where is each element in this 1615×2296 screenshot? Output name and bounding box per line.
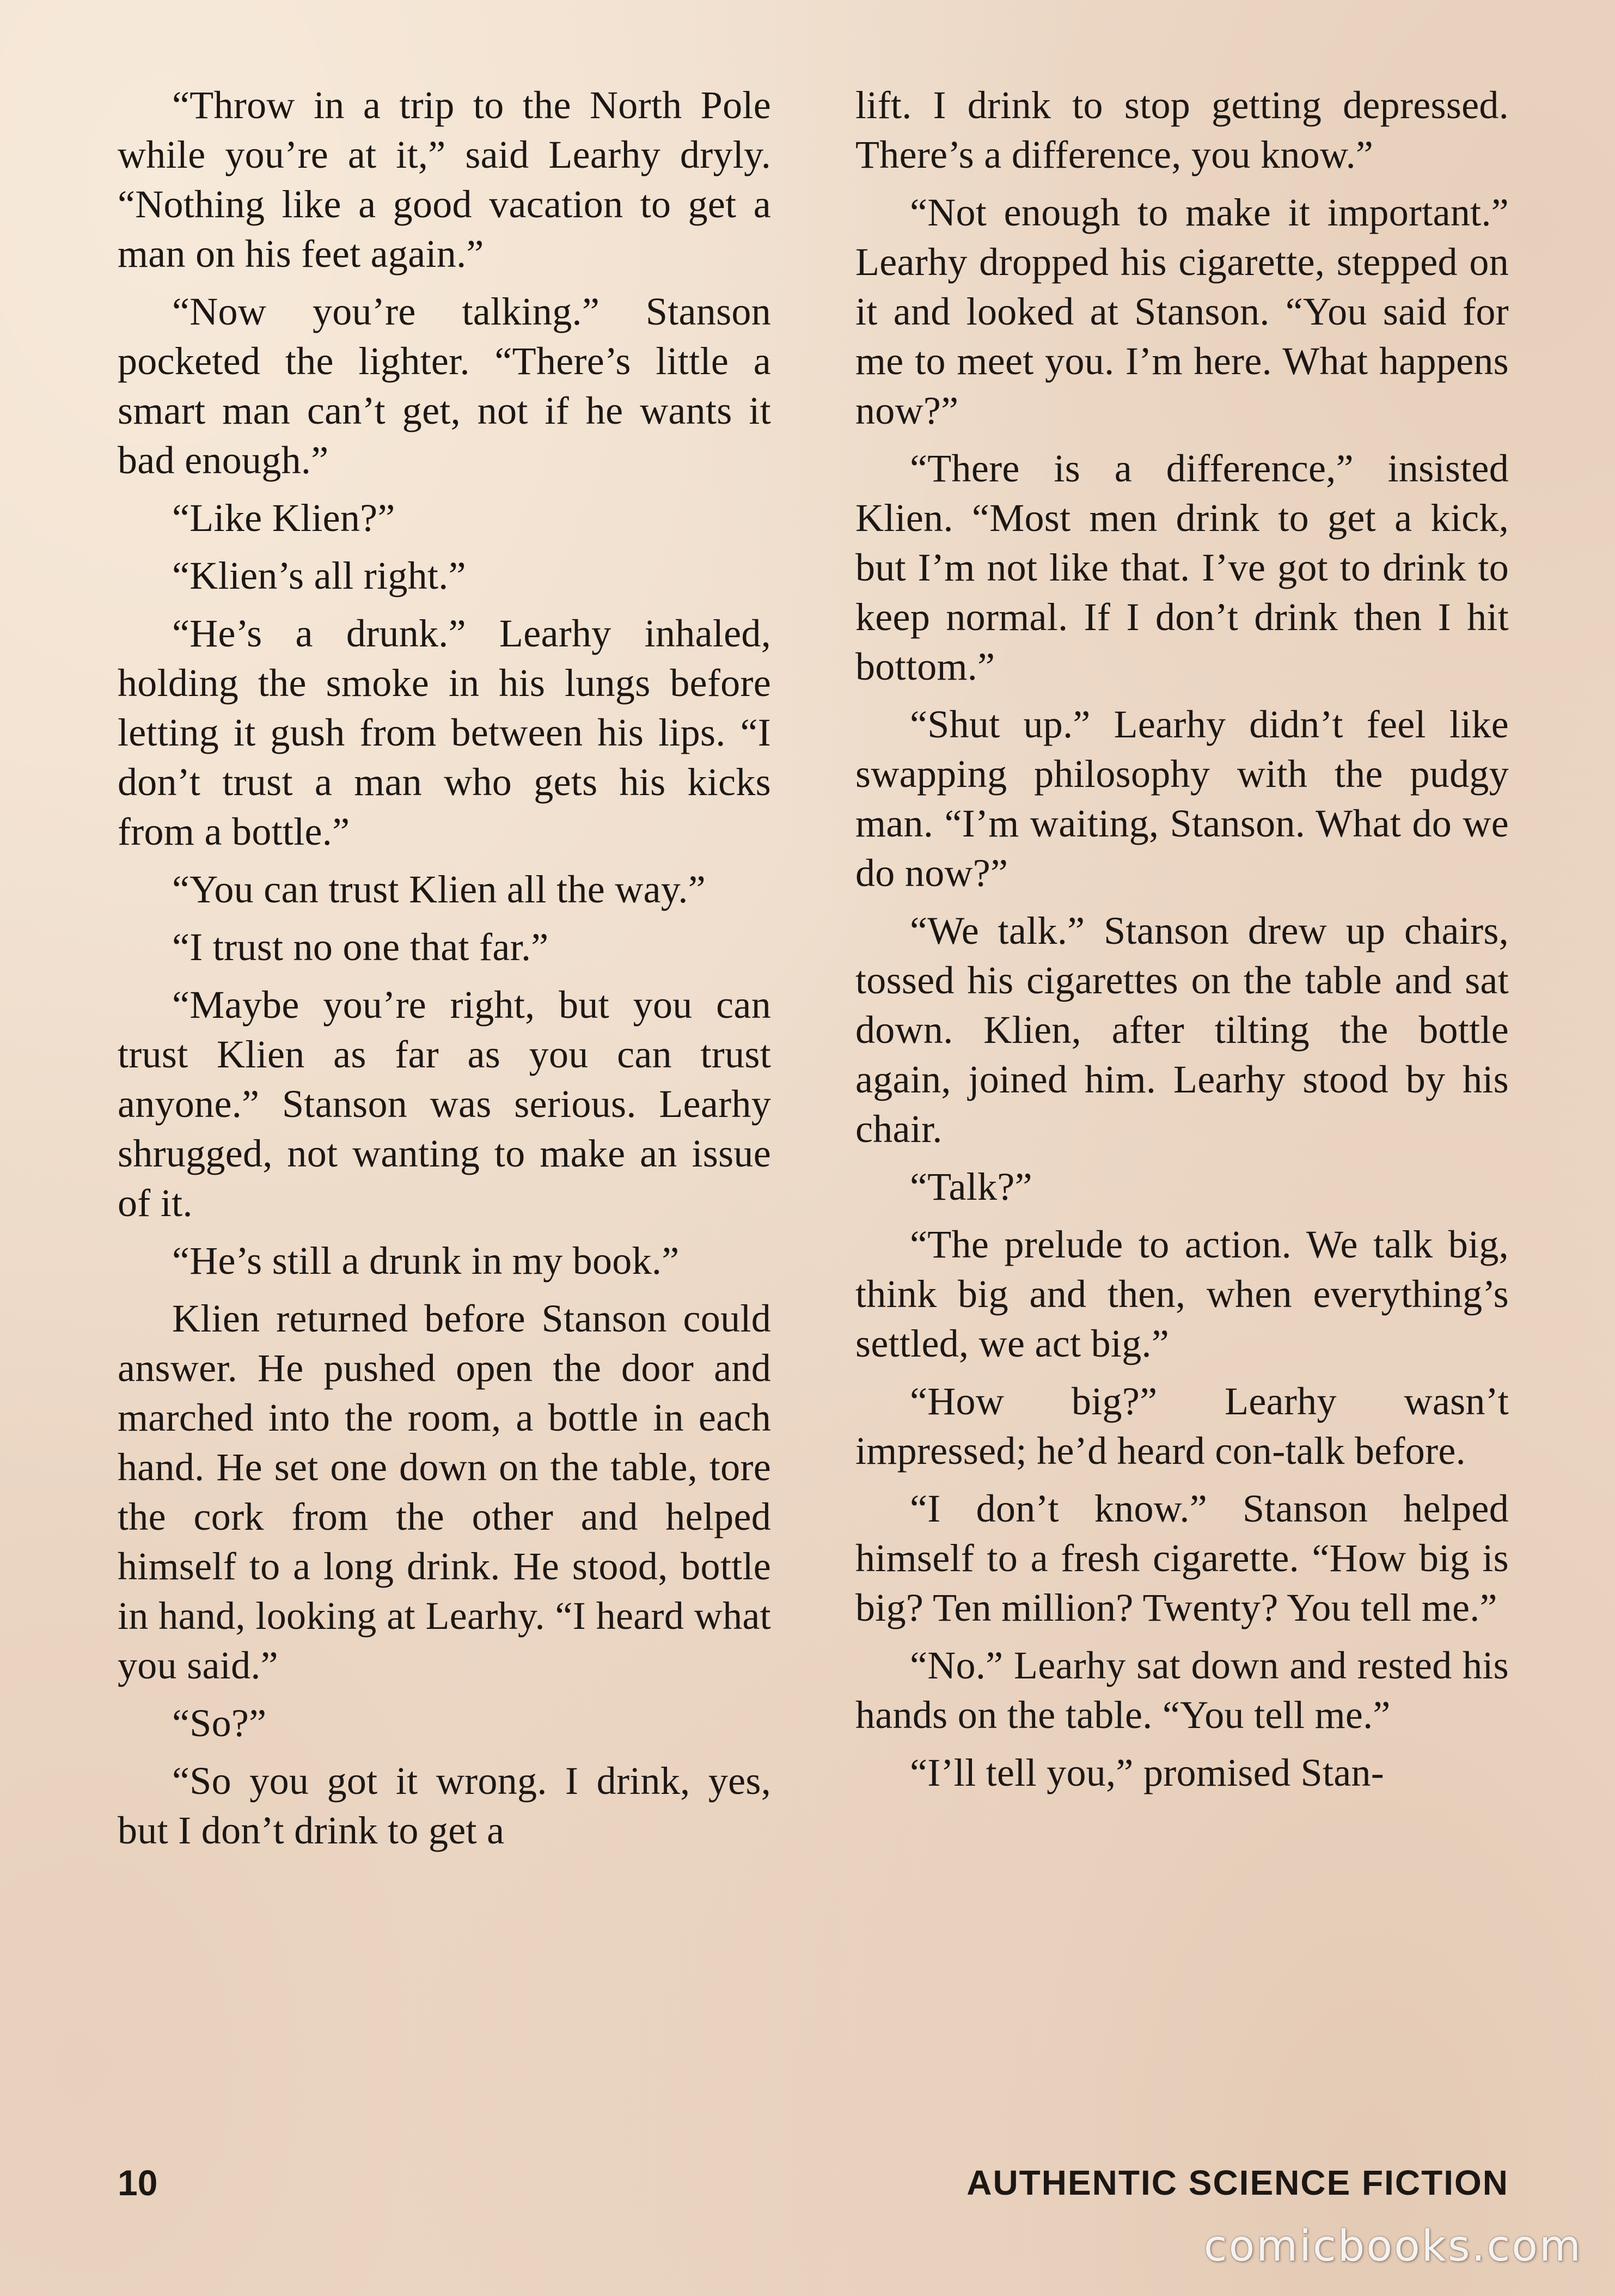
paragraph: “There is a difference,” insisted Klien. “Most men drink to get a kick, but I’m not like that. I’ve got to drink to keep normal. If I don’t drink then I hit bottom.” [855,447,1509,688]
paragraph: “We talk.” Stanson drew up chairs, tossed his cigarettes on the table and sat down. Klien, after tilting the bottle again, joined him. Learhy stood by his chair. [855,909,1509,1151]
paragraph: “You can trust Klien all the way.” [172,868,706,911]
paragraph: “Shut up.” Learhy didn’t feel like swapping philosophy with the pudgy man. “I’m waiting, Stanson. What do we do now?” [855,703,1509,895]
right-text-column [855,81,1509,1806]
paragraph: “So?” [172,1701,267,1745]
paragraph: “How big?” Learhy wasn’t impressed; he’d heard con-talk before. [855,1379,1509,1473]
paragraph: “I’ll tell you,” promised Stan- [910,1751,1385,1794]
running-title: AUTHENTIC SCIENCE FICTION [966,2163,1509,2202]
paragraph: “He’s a drunk.” Learhy inhaled, holding the smoke in his lungs before letting it gush from between his lips. “I don’t trust a man who gets his kicks from a bottle.” [118,612,771,853]
paragraph: “He’s still a drunk in my book.” [172,1239,680,1283]
left-text-column [118,81,771,1864]
page-footer [118,2161,1509,2205]
paragraph: “Now you’re talking.” Stanson pocketed the lighter. “There’s little a smart man can’t get, not if he wants it bad enough.” [118,290,771,482]
watermark: comicbooks.com [1203,2222,1582,2271]
paragraph: “Not enough to make it important.” Learhy dropped his cigarette, stepped on it and looked at Stanson. “You said for me to meet you. I’m here. What happens now?” [855,191,1509,432]
paragraph: “Throw in a trip to the North Pole while you’re at it,” said Learhy dryly. “Nothing like a good vacation to get a man on his feet again.” [118,83,771,276]
paragraph: “Klien’s all right.” [172,554,466,597]
paragraph: “So you got it wrong. I drink, yes, but I don’t drink to get a [118,1759,771,1852]
paragraph: lift. I drink to stop getting depressed. There’s a difference, you know.” [855,83,1509,176]
paragraph: “I trust no one that far.” [172,925,549,969]
paragraph: “Maybe you’re right, but you can trust Klien as far as you can trust anyone.” Stanson was serious. Learhy shrugged, not wanting to make an issue of it. [118,983,771,1225]
paragraph: “The prelude to action. We talk big, think big and then, when everything’s settled, we act big.” [855,1223,1509,1365]
paragraph: “No.” Learhy sat down and rested his hands on the table. “You tell me.” [855,1644,1509,1737]
page-number: 10 [118,2163,158,2203]
paragraph: “Like Klien?” [172,496,395,540]
paragraph: “Talk?” [910,1165,1032,1208]
paragraph: Klien returned before Stanson could answer. He pushed open the door and marched into the room, a bottle in each hand. He set one down on the table, tore the cork from the other and helped himself to a long drink. He stood, bottle in hand, looking at Learhy. “I heard what you said.” [118,1297,771,1687]
paragraph: “I don’t know.” Stanson helped himself to a fresh cigarette. “How big is big? Ten million? Twenty? You tell me.” [855,1487,1509,1629]
